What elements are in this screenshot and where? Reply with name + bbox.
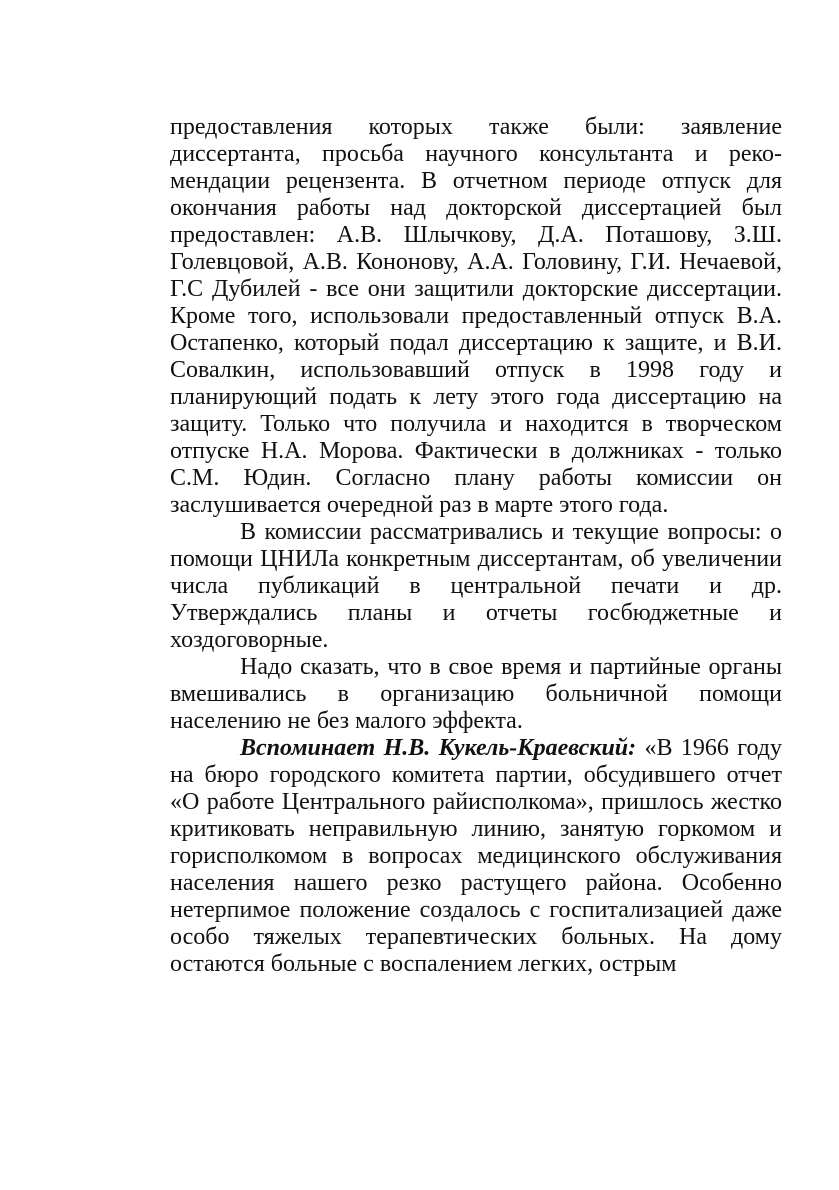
document-page (170, 114, 782, 978)
paragraph-continuation: предоставления которых также были: заявление диссертанта, просьба научного консультанта и рекомендации рецензента. В отчетном периоде отпуск для окончания работы над докторской диссертацией был предоставлен: А.В. Шлычкову, Д.А. Поташову, З.Ш. Голевцовой, А.В. Кононову, А.А. Головину, Г.И. Нечаевой, Г.С Дубилей - все они защитили докторские диссертации. Кроме того, использовали предоставленный отпуск В.А. Остапенко, который подал диссертацию к защите, и В.И. Совалкин, использовавший отпуск в 1998 году и планирующий подать к лету этого года диссертацию на защиту. Только что получила и находится в творческом отпуске Н.А. Морова. Фактически в должниках - только С.М. Юдин. Согласно плану работы комиссии он заслушивается очередной раз в марте этого года. (170, 114, 782, 518)
paragraph-recollection (170, 735, 782, 978)
recollection-text: «В 1966 году на бюро городского комитета партии, обсудившего отчет «О работе Центрального райисполкома», пришлось жестко критиковать неправильную линию, занятую горкомом и горисполкомом в вопросах медицинского обслуживания населения нашего резко растущего района. Особенно нетерпимое положение создалось с госпитализацией даже особо тяжелых терапевтических больных. На дому остаются больные с воспалением легких, острым (170, 735, 783, 977)
recollection-lead: Вспоминает Н.В. Кукель-Краевский: (240, 735, 637, 761)
paragraph-commission-questions: В комиссии рассматривались и текущие вопросы: о помощи ЦНИЛа конкретным диссертантам, об увеличении числа публикаций в центральной печати и др. Утверждались планы и отчеты госбюджетные и хоздоговорные. (170, 519, 782, 653)
paragraph-party-organs: Надо сказать, что в свое время и партийные органы вмешивались в организацию больничной помощи населению не без малого эффекта. (170, 654, 782, 734)
